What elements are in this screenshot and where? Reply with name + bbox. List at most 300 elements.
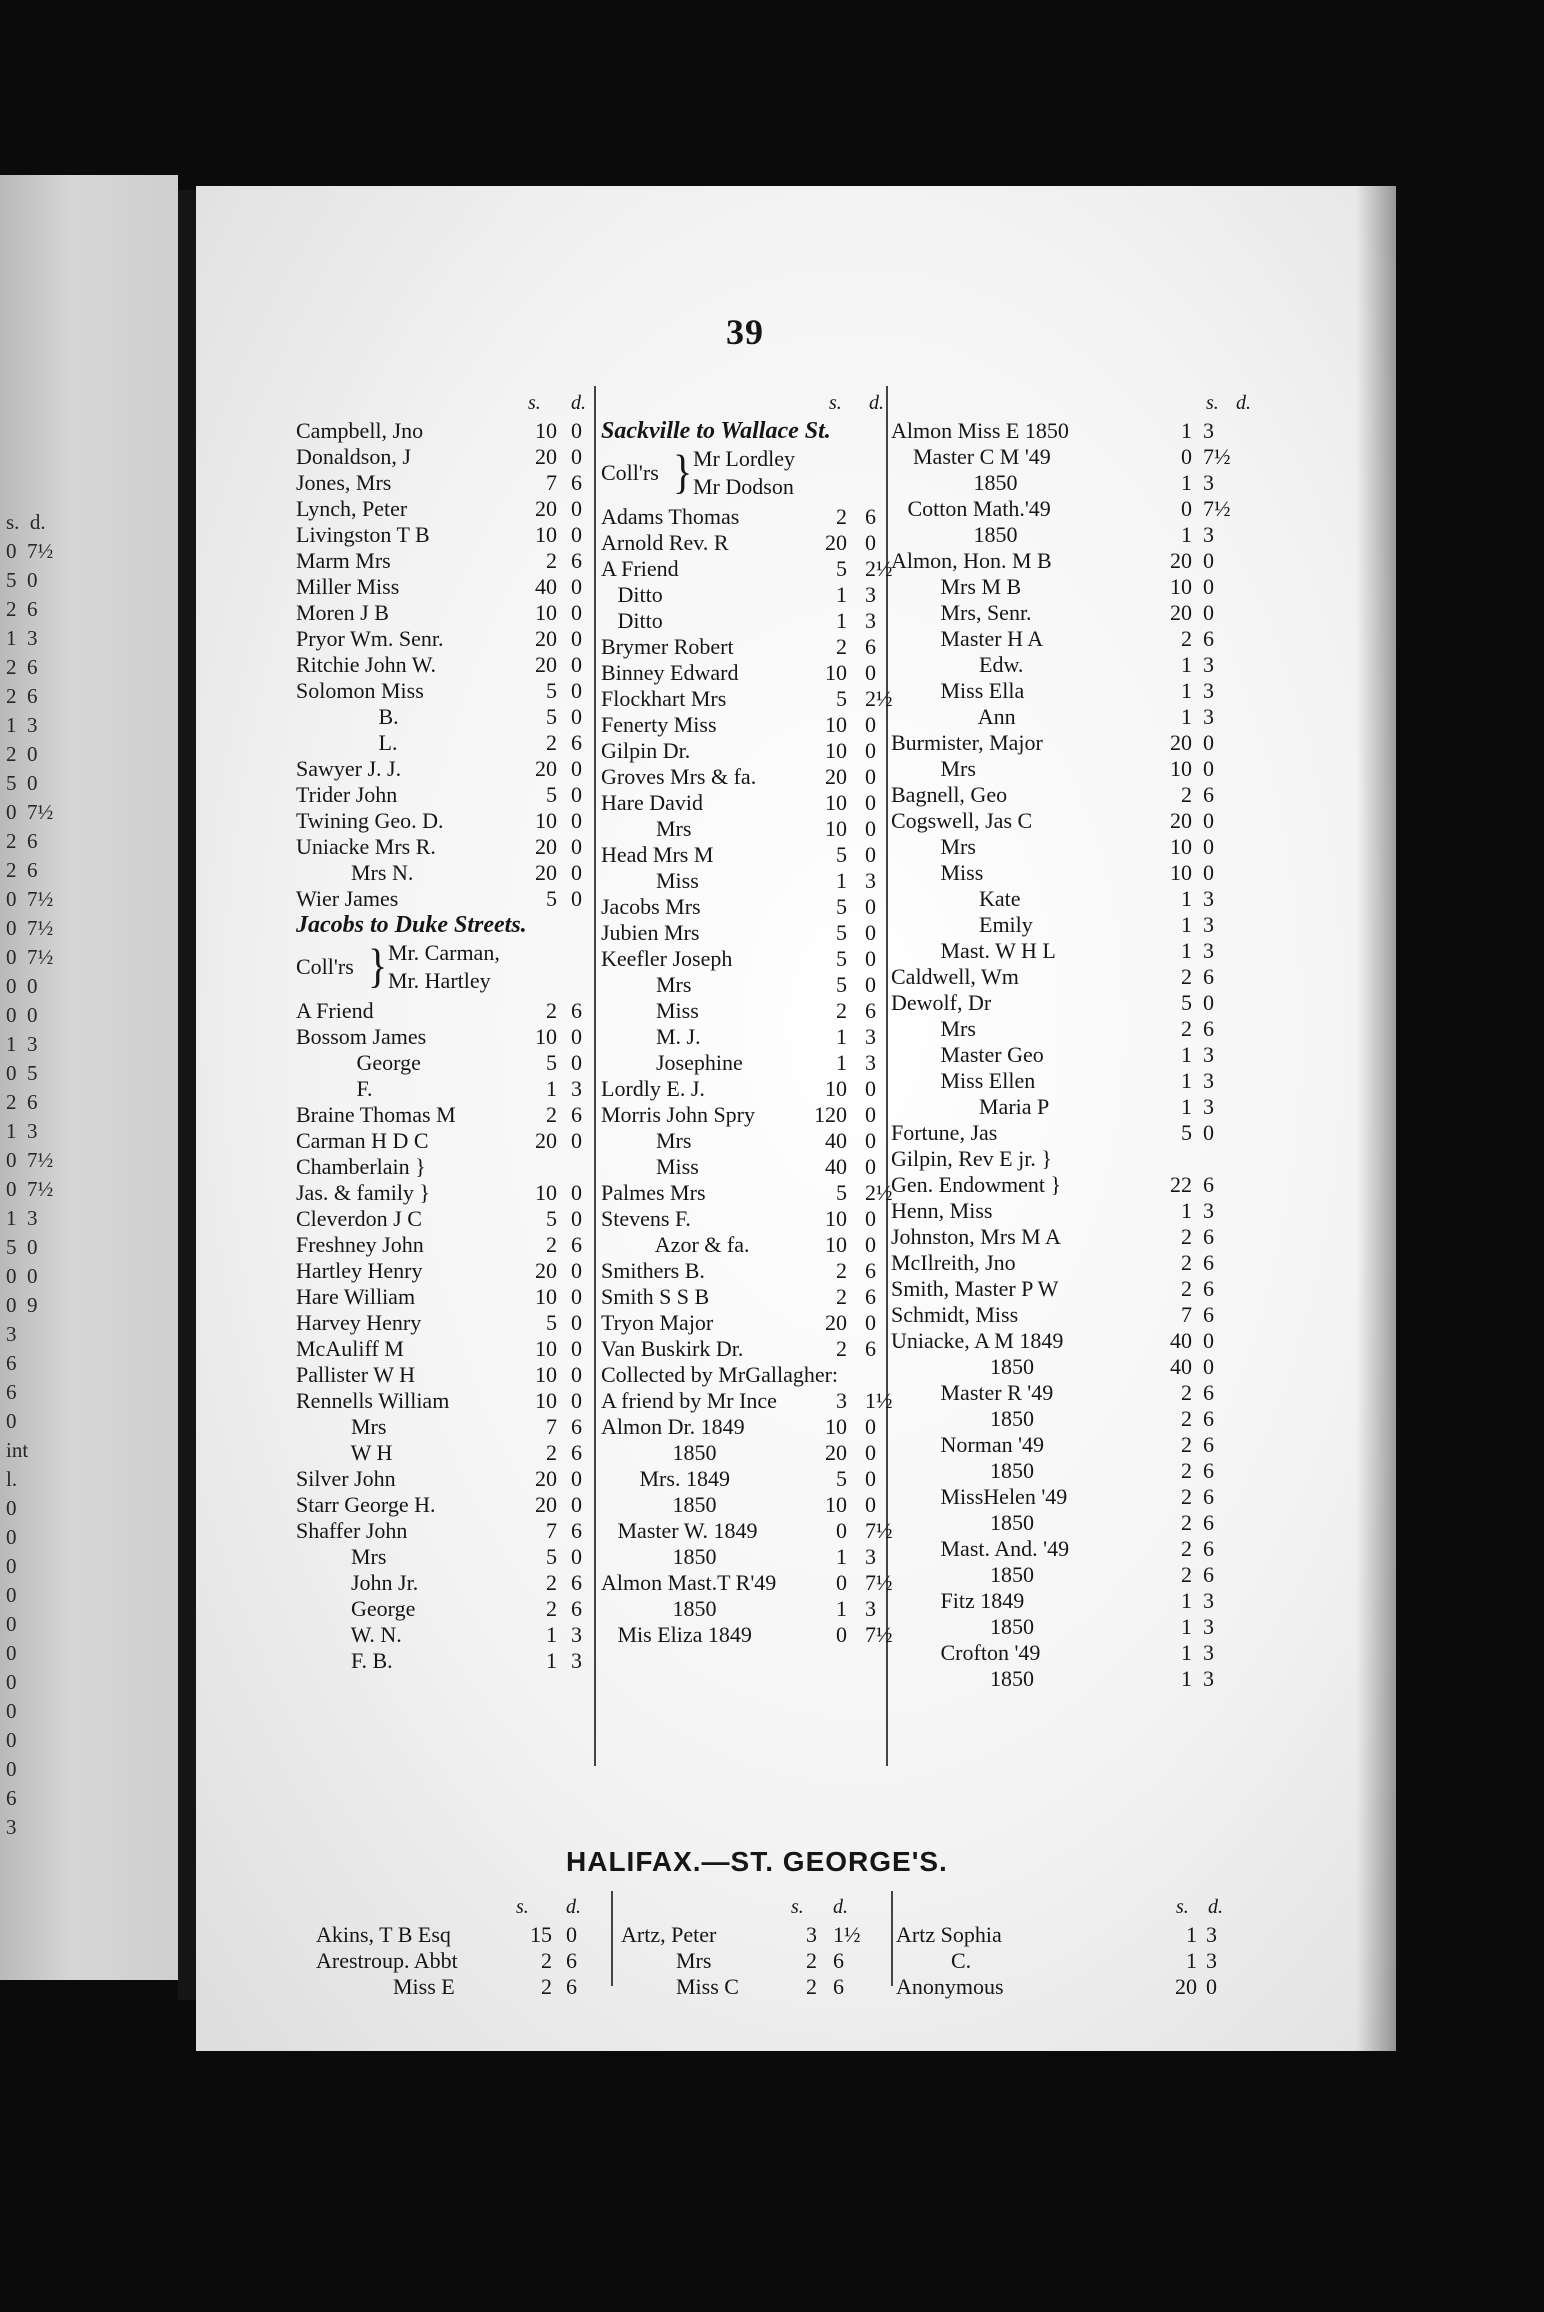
entry-pence: 0 (865, 894, 876, 919)
entry-name: 1850 (891, 1354, 1034, 1379)
ledger-entry (891, 1328, 1371, 1354)
entry-shillings: 2 (836, 998, 847, 1023)
entry-shillings: 20 (1170, 808, 1192, 833)
ledger-entry (891, 1198, 1371, 1224)
entry-shillings: 20 (535, 1258, 557, 1283)
entry-shillings: 10 (535, 1180, 557, 1205)
entry-name: Josephine (601, 1050, 743, 1075)
entry-pence: 3 (865, 1050, 876, 1075)
pence-header: d. (1208, 1896, 1223, 1918)
ledger-entry (891, 1588, 1371, 1614)
entry-pence: 3 (865, 1024, 876, 1049)
entry-pence: 3 (1203, 1198, 1214, 1223)
entry-pence: 0 (571, 444, 582, 469)
ledger-entry (891, 1068, 1371, 1094)
entry-name: 1850 (891, 1458, 1034, 1483)
previous-page-fragment: 0 (6, 1670, 17, 1694)
entry-shillings: 2 (546, 1232, 557, 1257)
entry-name: Pallister W H (296, 1362, 415, 1387)
entry-shillings: 10 (825, 738, 847, 763)
entry-name: Hartley Henry (296, 1258, 423, 1283)
entry-pence: 2½ (865, 686, 893, 711)
entry-pence: 7½ (865, 1622, 893, 1647)
entry-shillings: 10 (1170, 574, 1192, 599)
entry-shillings: 0 (836, 1518, 847, 1543)
entry-shillings: 2 (546, 998, 557, 1023)
entry-pence: 6 (833, 1948, 844, 1973)
entry-shillings: 2 (541, 1948, 552, 1973)
entry-shillings: 2 (1181, 1406, 1192, 1431)
entry-shillings: 1 (1181, 678, 1192, 703)
entry-name: Miss (891, 860, 984, 885)
entry-shillings: 3 (836, 1388, 847, 1413)
entry-pence: 0 (571, 678, 582, 703)
previous-page-fragment: 2 6 (6, 655, 38, 679)
entry-shillings: 1 (836, 582, 847, 607)
ledger-entry (891, 1536, 1371, 1562)
entry-shillings: 1 (546, 1648, 557, 1673)
entry-shillings: 3 (806, 1922, 817, 1947)
ledger-entry (891, 496, 1371, 522)
entry-name: M. J. (601, 1024, 701, 1049)
entry-name: Johnston, Mrs M A (891, 1224, 1061, 1249)
entry-name: Rennells William (296, 1388, 450, 1413)
previous-page-fragment: 0 7½ (6, 539, 54, 563)
entry-pence: 6 (865, 504, 876, 529)
previous-page-fragment: 0 0 (6, 1003, 38, 1027)
entry-name: Jones, Mrs (296, 470, 392, 495)
previous-page-fragment: 2 6 (6, 684, 38, 708)
entry-shillings: 40 (1170, 1328, 1192, 1353)
entry-name: Sawyer J. J. (296, 756, 402, 781)
page-binding (178, 190, 196, 2000)
entry-shillings: 2 (836, 1336, 847, 1361)
previous-page-fragment: 1 3 (6, 1206, 38, 1230)
pence-header: d. (566, 1896, 581, 1918)
entry-pence: 0 (1203, 574, 1214, 599)
entry-pence: 6 (1203, 1406, 1214, 1431)
entry-shillings: 20 (1170, 548, 1192, 573)
entry-shillings: 1 (1186, 1922, 1197, 1947)
entry-pence: 3 (865, 1544, 876, 1569)
ledger-entry (891, 574, 1371, 600)
entry-pence: 6 (571, 730, 582, 755)
entry-shillings: 1 (1181, 418, 1192, 443)
entry-name: Uniacke, A M 1849 (891, 1328, 1064, 1353)
entry-shillings: 20 (535, 1466, 557, 1491)
entry-pence: 0 (865, 1232, 876, 1257)
entry-shillings: 1 (1181, 1094, 1192, 1119)
entry-pence: 0 (571, 782, 582, 807)
entry-pence: 0 (865, 816, 876, 841)
entry-name: Mrs (601, 972, 692, 997)
entry-shillings: 7 (546, 1414, 557, 1439)
entry-shillings: 2 (1181, 1484, 1192, 1509)
ledger-entry (296, 1648, 696, 1674)
entry-name: Jubien Mrs (601, 920, 700, 945)
entry-pence: 6 (865, 634, 876, 659)
entry-pence: 6 (1203, 1016, 1214, 1041)
entry-pence: 6 (571, 1414, 582, 1439)
entry-pence: 0 (1203, 834, 1214, 859)
entry-name: Azor & fa. (601, 1232, 750, 1257)
entry-shillings: 5 (546, 678, 557, 703)
entry-shillings: 1 (1181, 938, 1192, 963)
entry-shillings: 120 (814, 1102, 847, 1127)
entry-shillings: 5 (1181, 1120, 1192, 1145)
entry-name: Mrs, Senr. (891, 600, 1032, 625)
entry-name: Norman '49 (891, 1432, 1045, 1457)
entry-name: W H (296, 1440, 393, 1465)
entry-name: George (296, 1050, 421, 1075)
ledger-entry (891, 1380, 1371, 1406)
entry-pence: 0 (865, 1466, 876, 1491)
entry-pence: 7½ (1203, 496, 1231, 521)
entry-name: Miss Ella (891, 678, 1025, 703)
entry-name: F. (296, 1076, 373, 1101)
entry-shillings: 0 (836, 1570, 847, 1595)
ledger-entry (891, 652, 1371, 678)
entry-name: A Friend (296, 998, 374, 1023)
entry-shillings: 2 (1181, 1250, 1192, 1275)
entry-name: 1850 (891, 470, 1018, 495)
pence-header: d. (833, 1896, 848, 1918)
entry-shillings: 1 (1181, 1588, 1192, 1613)
entry-pence: 6 (571, 1596, 582, 1621)
entry-shillings: 5 (836, 946, 847, 971)
entry-name: Almon Dr. 1849 (601, 1414, 745, 1439)
previous-page-fragment: 0 (6, 1525, 17, 1549)
shillings-header: s. (791, 1896, 804, 1918)
ledger-entry (891, 1302, 1371, 1328)
ledger-entry (891, 730, 1371, 756)
entry-name: W. N. (296, 1622, 402, 1647)
entry-name: Arnold Rev. R (601, 530, 729, 555)
entry-name: Mrs (601, 1128, 692, 1153)
previous-page-fragment: 0 7½ (6, 1148, 54, 1172)
previous-page-fragment: 0 7½ (6, 916, 54, 940)
entry-shillings: 10 (535, 522, 557, 547)
entry-pence: 6 (566, 1974, 577, 1999)
entry-pence: 0 (865, 1310, 876, 1335)
collector-name: Mr Lordley (693, 446, 796, 471)
entry-name: 1850 (891, 1510, 1034, 1535)
entry-pence: 0 (865, 738, 876, 763)
shillings-header: s. (1176, 1896, 1189, 1918)
entry-name: Mis Eliza 1849 (601, 1622, 752, 1647)
ledger-entry (891, 886, 1371, 912)
entry-name: Gilpin, Rev E jr. } (891, 1146, 1052, 1171)
entry-shillings: 20 (535, 444, 557, 469)
entry-name: Solomon Miss (296, 678, 424, 703)
entry-shillings: 1 (1181, 652, 1192, 677)
entry-pence: 0 (1203, 548, 1214, 573)
entry-name: George (296, 1596, 416, 1621)
entry-pence: 0 (571, 1206, 582, 1231)
entry-pence: 0 (571, 1284, 582, 1309)
entry-pence: 3 (1206, 1922, 1217, 1947)
entry-pence: 0 (571, 704, 582, 729)
previous-page-fragment: 5 0 (6, 1235, 38, 1259)
previous-page-fragment: 6 (6, 1786, 17, 1810)
ledger-entry (891, 834, 1371, 860)
entry-pence: 6 (1203, 1302, 1214, 1327)
entry-shillings: 2 (1181, 1510, 1192, 1535)
entry-shillings: 1 (1181, 704, 1192, 729)
entry-name: Master W. 1849 (601, 1518, 758, 1543)
ledger-entry (891, 444, 1371, 470)
entry-name: Almon, Hon. M B (891, 548, 1052, 573)
section-title-st-georges: HALIFAX.—ST. GEORGE'S. (566, 1846, 948, 1877)
entry-pence: 3 (1203, 1588, 1214, 1613)
ledger-entry (891, 1094, 1371, 1120)
entry-pence: 0 (1203, 808, 1214, 833)
previous-page-fragment: 2 6 (6, 597, 38, 621)
entry-pence: 0 (1203, 860, 1214, 885)
entry-name: Mrs (621, 1948, 712, 1973)
entry-shillings: 5 (836, 972, 847, 997)
entry-name: Carman H D C (296, 1128, 429, 1153)
entry-name: B. (296, 704, 399, 729)
entry-shillings: 20 (1170, 600, 1192, 625)
column-3-header (891, 392, 1371, 418)
entry-shillings: 10 (825, 790, 847, 815)
entry-pence: 0 (571, 600, 582, 625)
entry-shillings: 2 (806, 1948, 817, 1973)
entry-shillings: 1 (1181, 470, 1192, 495)
ledger-entry (891, 938, 1371, 964)
entry-pence: 3 (865, 1596, 876, 1621)
entry-name: Gilpin Dr. (601, 738, 691, 763)
entry-name: Smith S S B (601, 1284, 710, 1309)
entry-pence: 0 (865, 1206, 876, 1231)
page-number: 39 (726, 312, 764, 352)
entry-shillings: 0 (836, 1622, 847, 1647)
entry-name: MissHelen '49 (891, 1484, 1068, 1509)
entry-name: Braine Thomas M (296, 1102, 456, 1127)
entry-name: Mrs (601, 816, 692, 841)
previous-page-fragment: 0 7½ (6, 800, 54, 824)
entry-name: Binney Edward (601, 660, 739, 685)
entry-shillings: 10 (825, 712, 847, 737)
ledger-entry (891, 1250, 1371, 1276)
entry-name: 1850 (601, 1440, 717, 1465)
entry-shillings: 5 (836, 1466, 847, 1491)
entry-pence: 3 (1203, 522, 1214, 547)
entry-name: Lordly E. J. (601, 1076, 705, 1101)
entry-pence: 6 (1203, 1250, 1214, 1275)
entry-pence: 0 (1203, 990, 1214, 1015)
entry-name: C. (896, 1948, 972, 1973)
entry-pence: 0 (865, 1492, 876, 1517)
entry-shillings: 10 (535, 418, 557, 443)
collectors-label: Coll'rs (296, 954, 354, 979)
entry-name: Fenerty Miss (601, 712, 717, 737)
entry-name: Henn, Miss (891, 1198, 993, 1223)
pence-header: d. (1236, 392, 1251, 414)
previous-page-fragment: s. d. (6, 510, 46, 534)
ledger-entry (891, 1614, 1371, 1640)
previous-page-fragment: 0 (6, 1409, 17, 1433)
entry-pence: 0 (865, 1102, 876, 1127)
entry-shillings: 10 (535, 600, 557, 625)
entry-pence: 7½ (1203, 444, 1231, 469)
entry-shillings: 40 (825, 1128, 847, 1153)
entry-name: Harvey Henry (296, 1310, 422, 1335)
entry-name: Jacobs Mrs (601, 894, 701, 919)
entry-shillings: 40 (825, 1154, 847, 1179)
entry-pence: 0 (571, 522, 582, 547)
entry-pence: 6 (1203, 1536, 1214, 1561)
entry-shillings: 10 (1170, 860, 1192, 885)
entry-pence: 3 (1206, 1948, 1217, 1973)
entry-shillings: 20 (535, 756, 557, 781)
entry-shillings: 10 (825, 1076, 847, 1101)
entry-shillings: 22 (1170, 1172, 1192, 1197)
entry-shillings: 2 (1181, 1458, 1192, 1483)
entry-shillings: 20 (1170, 730, 1192, 755)
entry-shillings: 5 (1181, 990, 1192, 1015)
entry-name: 1850 (891, 1614, 1034, 1639)
entry-name: Keefler Joseph (601, 946, 733, 971)
entry-shillings: 7 (546, 1518, 557, 1543)
entry-shillings: 5 (546, 782, 557, 807)
entry-name: Bagnell, Geo (891, 782, 1008, 807)
ledger-entry (891, 548, 1371, 574)
entry-pence: 0 (1203, 756, 1214, 781)
brace-icon: } (673, 444, 693, 499)
previous-page-fragment: 0 (6, 1641, 17, 1665)
entry-name: Master H A (891, 626, 1044, 651)
entry-shillings: 2 (546, 548, 557, 573)
entry-name: Miss E (316, 1974, 455, 1999)
entry-shillings: 1 (1181, 522, 1192, 547)
previous-page-fragment: 5 0 (6, 771, 38, 795)
entry-pence: 3 (571, 1076, 582, 1101)
entry-name: 1850 (601, 1492, 717, 1517)
shillings-header: s. (1206, 392, 1219, 414)
entry-shillings: 40 (535, 574, 557, 599)
previous-page-fragment: 0 7½ (6, 1177, 54, 1201)
entry-name: Arestroup. Abbt (316, 1948, 458, 1973)
entry-name: Trider John (296, 782, 398, 807)
entry-pence: 0 (571, 1050, 582, 1075)
entry-shillings: 0 (1181, 444, 1192, 469)
entry-pence: 3 (865, 608, 876, 633)
entry-pence: 6 (1203, 1276, 1214, 1301)
entry-pence: 0 (571, 1388, 582, 1413)
entry-name: Van Buskirk Dr. (601, 1336, 744, 1361)
entry-pence: 6 (566, 1948, 577, 1973)
entry-pence: 3 (571, 1648, 582, 1673)
entry-name: F. B. (296, 1648, 393, 1673)
entry-shillings: 5 (836, 1180, 847, 1205)
entry-shillings: 2 (1181, 782, 1192, 807)
entry-name: 1850 (891, 1406, 1034, 1431)
entry-pence: 0 (865, 530, 876, 555)
ledger-entry (891, 470, 1371, 496)
ledger-entry (891, 626, 1371, 652)
previous-page-fragment: 2 6 (6, 829, 38, 853)
entry-pence: 3 (1203, 652, 1214, 677)
entry-shillings: 20 (825, 764, 847, 789)
entry-pence: 0 (571, 1180, 582, 1205)
entry-pence: 6 (865, 998, 876, 1023)
previous-page-fragment: 0 7½ (6, 945, 54, 969)
entry-name: Mrs (891, 834, 976, 859)
ledger-entry (891, 1640, 1371, 1666)
entry-pence: 6 (1203, 1484, 1214, 1509)
entry-shillings: 20 (535, 652, 557, 677)
entry-shillings: 20 (535, 860, 557, 885)
entry-shillings: 5 (836, 842, 847, 867)
entry-shillings: 2 (1181, 1432, 1192, 1457)
entry-name: Mrs N. (296, 860, 414, 885)
entry-name: Mast. W H L (891, 938, 1056, 963)
previous-page-fragment: 1 3 (6, 713, 38, 737)
shillings-header: s. (516, 1896, 529, 1918)
pence-header: d. (571, 392, 586, 414)
entry-name: 1850 (601, 1596, 717, 1621)
entry-shillings: 10 (535, 1336, 557, 1361)
entry-shillings: 10 (825, 1232, 847, 1257)
entry-pence: 0 (571, 834, 582, 859)
entry-name: Fortune, Jas (891, 1120, 998, 1145)
entry-pence: 3 (1203, 470, 1214, 495)
entry-pence: 6 (1203, 1224, 1214, 1249)
previous-page-fragment: l. (6, 1467, 18, 1491)
entry-name: Morris John Spry (601, 1102, 756, 1127)
entry-shillings: 1 (1181, 1068, 1192, 1093)
entry-name: Chamberlain } (296, 1154, 426, 1179)
entry-name: Emily (891, 912, 1033, 937)
ledger-entry (891, 1458, 1371, 1484)
entry-shillings: 2 (546, 730, 557, 755)
entry-pence: 0 (1203, 1120, 1214, 1145)
entry-name: Mast. And. '49 (891, 1536, 1070, 1561)
entry-name: Tryon Major (601, 1310, 714, 1335)
entry-shillings: 10 (825, 816, 847, 841)
entry-pence: 3 (1203, 886, 1214, 911)
previous-page-fragment: 0 0 (6, 1264, 38, 1288)
entry-shillings: 10 (535, 1388, 557, 1413)
entry-pence: 0 (571, 1128, 582, 1153)
previous-page-fragment: 3 (6, 1322, 17, 1346)
entry-pence: 6 (571, 1440, 582, 1465)
entry-pence: 3 (1203, 704, 1214, 729)
entry-shillings: 20 (535, 834, 557, 859)
entry-name: Dewolf, Dr (891, 990, 992, 1015)
previous-page-fragment: 0 (6, 1496, 17, 1520)
entry-name: Adams Thomas (601, 504, 740, 529)
entry-shillings: 10 (1170, 756, 1192, 781)
entry-shillings: 20 (535, 1492, 557, 1517)
entry-pence: 0 (571, 886, 582, 911)
entry-shillings: 5 (546, 1544, 557, 1569)
entry-shillings: 2 (1181, 1276, 1192, 1301)
entry-name: Burmister, Major (891, 730, 1043, 755)
entry-shillings: 2 (546, 1596, 557, 1621)
entry-shillings: 1 (1181, 1198, 1192, 1223)
entry-pence: 0 (571, 1024, 582, 1049)
entry-name: Master C M '49 (891, 444, 1051, 469)
entry-name: Caldwell, Wm (891, 964, 1019, 989)
entry-shillings: 10 (535, 1362, 557, 1387)
entry-name: Shaffer John (296, 1518, 408, 1543)
entry-name: Mrs (296, 1544, 387, 1569)
entry-pence: 6 (1203, 1432, 1214, 1457)
entry-name: Mrs. 1849 (601, 1466, 730, 1491)
